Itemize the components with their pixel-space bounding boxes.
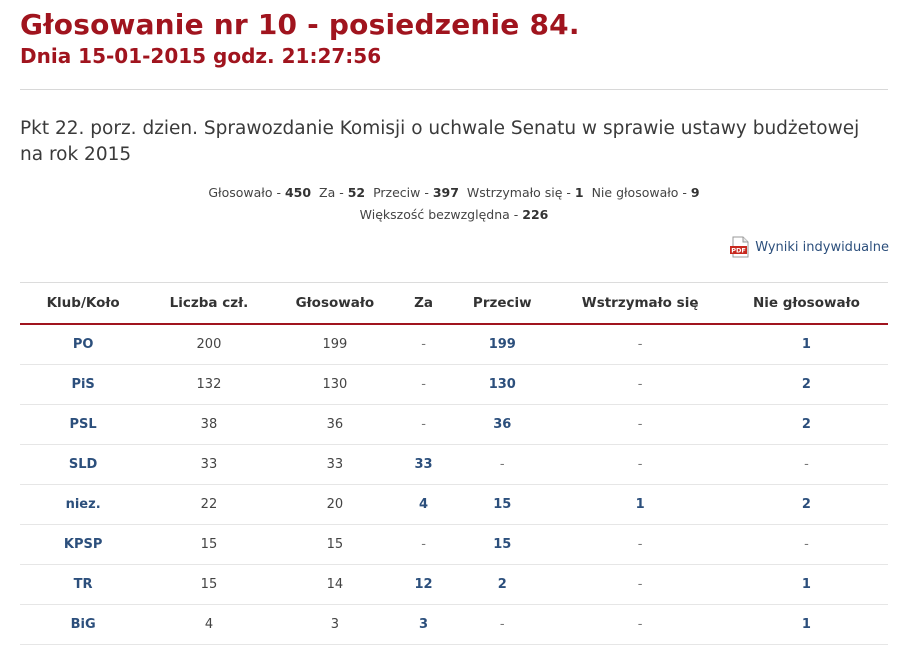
header-wstrzymalo: Wstrzymało się <box>555 283 724 325</box>
cell-klub[interactable]: PSL <box>20 405 146 445</box>
cell-przeciw[interactable]: 15 <box>449 485 555 525</box>
header-glosowalo: Głosowało <box>272 283 398 325</box>
table-row <box>20 565 888 605</box>
przeciw-label: Przeciw - <box>373 185 429 200</box>
wstrzymalo-label: Wstrzymało się - <box>466 185 571 200</box>
nie-glosowalo-value: 9 <box>690 185 700 200</box>
nie-glosowalo-label: Nie głosowało - <box>591 185 687 200</box>
cell-nie-glosowalo[interactable]: 2 <box>725 365 888 405</box>
cell-wstrzymalo[interactable]: 1 <box>555 485 724 525</box>
cell-wstrzymalo: - <box>555 445 724 485</box>
cell-za[interactable]: 33 <box>398 445 449 485</box>
divider <box>20 89 888 90</box>
cell-wstrzymalo: - <box>555 525 724 565</box>
cell-nie-glosowalo[interactable]: 1 <box>725 324 888 365</box>
header-przeciw: Przeciw <box>449 283 555 325</box>
table-row <box>20 324 888 365</box>
table-row <box>20 485 888 525</box>
cell-wstrzymalo: - <box>555 565 724 605</box>
cell-wstrzymalo: - <box>555 405 724 445</box>
cell-klub[interactable]: niez. <box>20 485 146 525</box>
vote-topic: Pkt 22. porz. dzien. Sprawozdanie Komisji o uchwale Senatu w sprawie ustawy budżetowej na rok 2015 <box>20 118 860 165</box>
cell-glosowalo: 130 <box>272 365 398 405</box>
vote-datetime: Dnia 15-01-2015 godz. 21:27:56 <box>20 44 382 68</box>
cell-wstrzymalo: - <box>555 365 724 405</box>
cell-za: - <box>398 324 449 365</box>
cell-liczba: 33 <box>146 445 271 485</box>
cell-przeciw: - <box>449 605 555 645</box>
cell-przeciw[interactable]: 36 <box>449 405 555 445</box>
header-nie-glosowalo: Nie głosowało <box>725 283 888 325</box>
svg-text:PDF: PDF <box>731 246 747 255</box>
przeciw-value: 397 <box>432 185 459 200</box>
cell-za: - <box>398 405 449 445</box>
cell-liczba: 200 <box>146 324 271 365</box>
cell-glosowalo: 14 <box>272 565 398 605</box>
table-header-row <box>20 283 888 325</box>
cell-za[interactable]: 3 <box>398 605 449 645</box>
cell-glosowalo: 3 <box>272 605 398 645</box>
cell-za: - <box>398 365 449 405</box>
cell-liczba: 15 <box>146 565 271 605</box>
cell-przeciw[interactable]: 130 <box>449 365 555 405</box>
cell-klub[interactable]: TR <box>20 565 146 605</box>
cell-liczba: 22 <box>146 485 271 525</box>
table-row <box>20 365 888 405</box>
header-klub: Klub/Koło <box>20 283 146 325</box>
cell-przeciw[interactable]: 199 <box>449 324 555 365</box>
cell-klub[interactable]: PiS <box>20 365 146 405</box>
cell-glosowalo: 199 <box>272 324 398 365</box>
results-table <box>20 282 888 645</box>
cell-glosowalo: 33 <box>272 445 398 485</box>
za-value: 52 <box>347 185 366 200</box>
table-row <box>20 405 888 445</box>
cell-klub[interactable]: SLD <box>20 445 146 485</box>
cell-klub[interactable]: PO <box>20 324 146 365</box>
cell-nie-glosowalo[interactable]: 2 <box>725 405 888 445</box>
cell-liczba: 38 <box>146 405 271 445</box>
table-row <box>20 605 888 645</box>
cell-liczba: 4 <box>146 605 271 645</box>
header-za: Za <box>398 283 449 325</box>
cell-liczba: 132 <box>146 365 271 405</box>
cell-glosowalo: 15 <box>272 525 398 565</box>
cell-liczba: 15 <box>146 525 271 565</box>
page-title: Głosowanie nr 10 - posiedzenie 84. <box>20 8 580 41</box>
cell-wstrzymalo: - <box>555 605 724 645</box>
cell-nie-glosowalo[interactable]: 1 <box>725 565 888 605</box>
summary-line-1 <box>20 182 888 204</box>
cell-za[interactable]: 12 <box>398 565 449 605</box>
table-row <box>20 445 888 485</box>
cell-za[interactable]: 4 <box>398 485 449 525</box>
summary-line-2 <box>20 204 888 226</box>
cell-za: - <box>398 525 449 565</box>
cell-nie-glosowalo: - <box>725 525 888 565</box>
header-liczba: Liczba czł. <box>146 283 271 325</box>
cell-przeciw[interactable]: 2 <box>449 565 555 605</box>
cell-wstrzymalo: - <box>555 324 724 365</box>
individual-results-label[interactable]: Wyniki indywidualne <box>755 239 889 255</box>
cell-nie-glosowalo: - <box>725 445 888 485</box>
cell-nie-glosowalo[interactable]: 2 <box>725 485 888 525</box>
cell-przeciw: - <box>449 445 555 485</box>
wstrzymalo-value: 1 <box>574 185 584 200</box>
vote-summary <box>20 182 888 226</box>
individual-results-link[interactable] <box>730 236 889 258</box>
cell-klub[interactable]: KPSP <box>20 525 146 565</box>
wiekszosc-value: 226 <box>522 207 549 222</box>
cell-przeciw[interactable]: 15 <box>449 525 555 565</box>
cell-nie-glosowalo[interactable]: 1 <box>725 605 888 645</box>
za-label: Za - <box>319 185 344 200</box>
cell-glosowalo: 36 <box>272 405 398 445</box>
wiekszosc-label: Większość bezwzględna - <box>359 207 519 222</box>
glosowalo-label: Głosowało - <box>208 185 281 200</box>
glosowalo-value: 450 <box>284 185 312 200</box>
cell-klub[interactable]: BiG <box>20 605 146 645</box>
table-row <box>20 525 888 565</box>
pdf-icon <box>730 236 750 258</box>
cell-glosowalo: 20 <box>272 485 398 525</box>
